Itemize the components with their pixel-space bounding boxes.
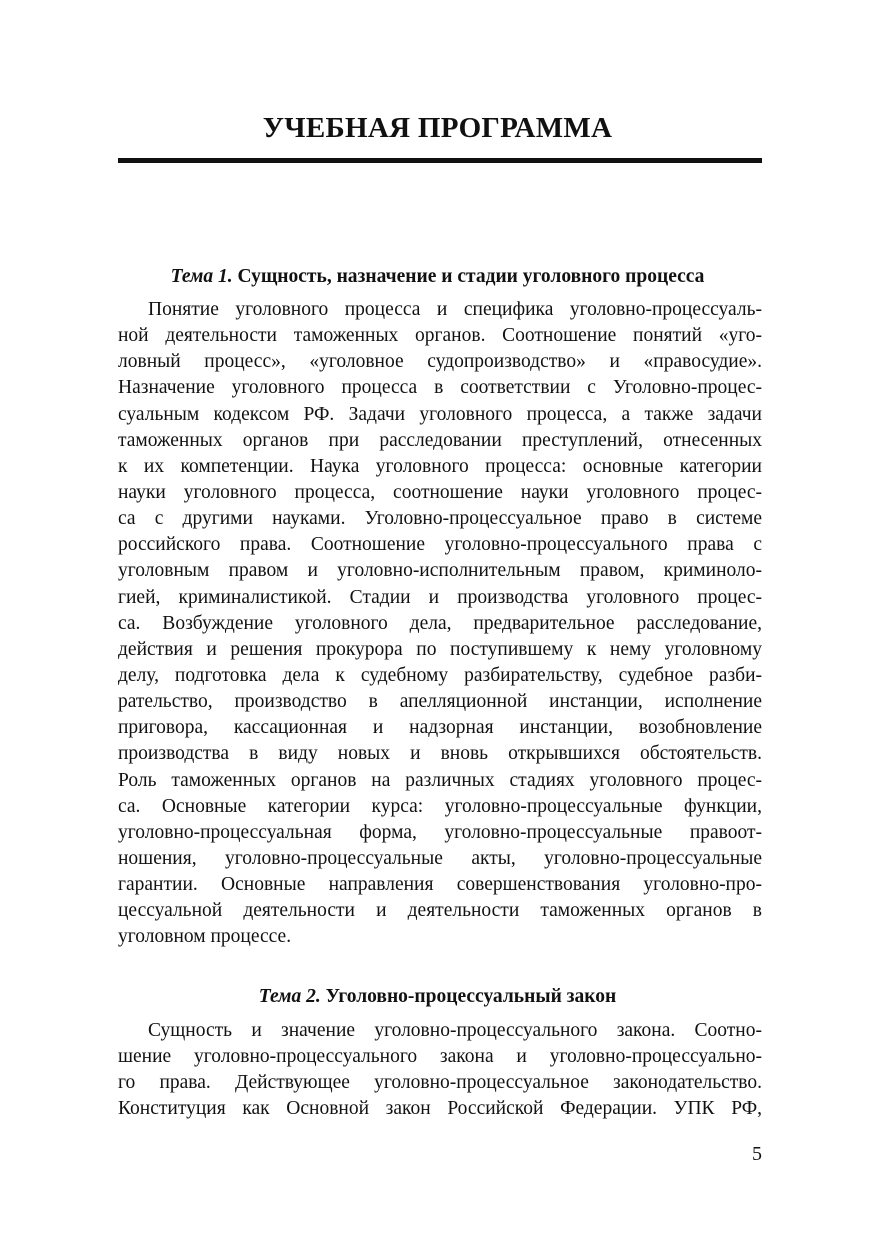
topic-2-heading [0,984,875,1010]
topic-2-title: Уголовно-процессуальный закон [325,986,617,1007]
topic-1-line: российского права. Соотношение уголовно-процессуального права с [118,534,762,556]
topic-2-body [118,1018,762,1123]
topic-1-line: уголовном процессе. [118,926,292,948]
topic-1-line: науки уголовного процесса, соотношение науки уголовного процес- [118,481,762,503]
topic-2-line: Конституция как Основной закон Российской Федерации. УПК РФ, [118,1098,762,1120]
topic-2-line: шение уголовно-процессуального закона и уголовно-процессуально- [118,1046,762,1068]
topic-1-title: Сущность, назначение и стадии уголовного процесса [237,266,705,287]
topic-2-line: го права. Действующее уголовно-процессуальное законодательство. [118,1072,762,1094]
topic-1-line: са. Основные категории курса: уголовно-процессуальные функции, [118,795,762,817]
topic-1-line: делу, подготовка дела к судебному разбирательству, судебное разби- [118,664,762,686]
topic-1-body [118,297,762,951]
topic-1-line: действия и решения прокурора по поступившему к нему уголовному [118,638,762,660]
topic-1-line: Понятие уголовного процесса и специфика уголовно-процессуаль- [148,299,762,320]
page-title: УЧЕБНАЯ ПРОГРАММА [262,112,613,144]
topic-2-line: Сущность и значение уголовно-процессуального закона. Соотно- [148,1020,762,1041]
topic-1-line: таможенных органов при расследовании преступлений, отнесенных [118,429,762,451]
topic-1-heading [0,264,875,290]
topic-1-line: гией, криминалистикой. Стадии и производства уголовного процес- [118,586,762,608]
topic-1-line: Роль таможенных органов на различных стадиях уголовного процес- [118,769,762,791]
topic-1-line: гарантии. Основные направления совершенствования уголовно-про- [118,874,762,896]
topic-1-line: суальным кодексом РФ. Задачи уголовного процесса, а также задачи [118,403,762,425]
topic-1-line: ной деятельности таможенных органов. Соотношение понятий «уго- [118,325,762,347]
topic-1-line: Назначение уголовного процесса в соответствии с Уголовно-процес- [118,377,762,399]
topic-1-line: са. Возбуждение уголовного дела, предварительное расследование, [118,612,762,634]
topic-1-line: уголовным правом и уголовно-исполнительным правом, криминоло- [118,560,762,582]
topic-1-line: ношения, уголовно-процессуальные акты, уголовно-процессуальные [118,847,762,869]
topic-1-line: уголовно-процессуальная форма, уголовно-процессуальные правоот- [118,821,762,843]
topic-1-line: рательство, производство в апелляционной инстанции, исполнение [118,691,762,713]
topic-1-line: са с другими науками. Уголовно-процессуальное право в системе [118,508,762,530]
page-number: 5 [752,1143,762,1165]
topic-1-line: производства в виду новых и вновь открывшихся обстоятельств. [118,743,762,765]
topic-1-line: приговора, кассационная и надзорная инстанции, возобновление [118,717,762,739]
topic-1-line: к их компетенции. Наука уголовного процесса: основные категории [118,455,762,477]
topic-1-line: цессуальной деятельности и деятельности таможенных органов в [118,900,762,922]
topic-2-label: Тема 2. [258,986,321,1007]
topic-1-line: ловный процесс», «уголовное судопроизводство» и «правосудие». [118,351,762,373]
title-rule [118,158,762,163]
topic-1-label: Тема 1. [170,266,233,287]
